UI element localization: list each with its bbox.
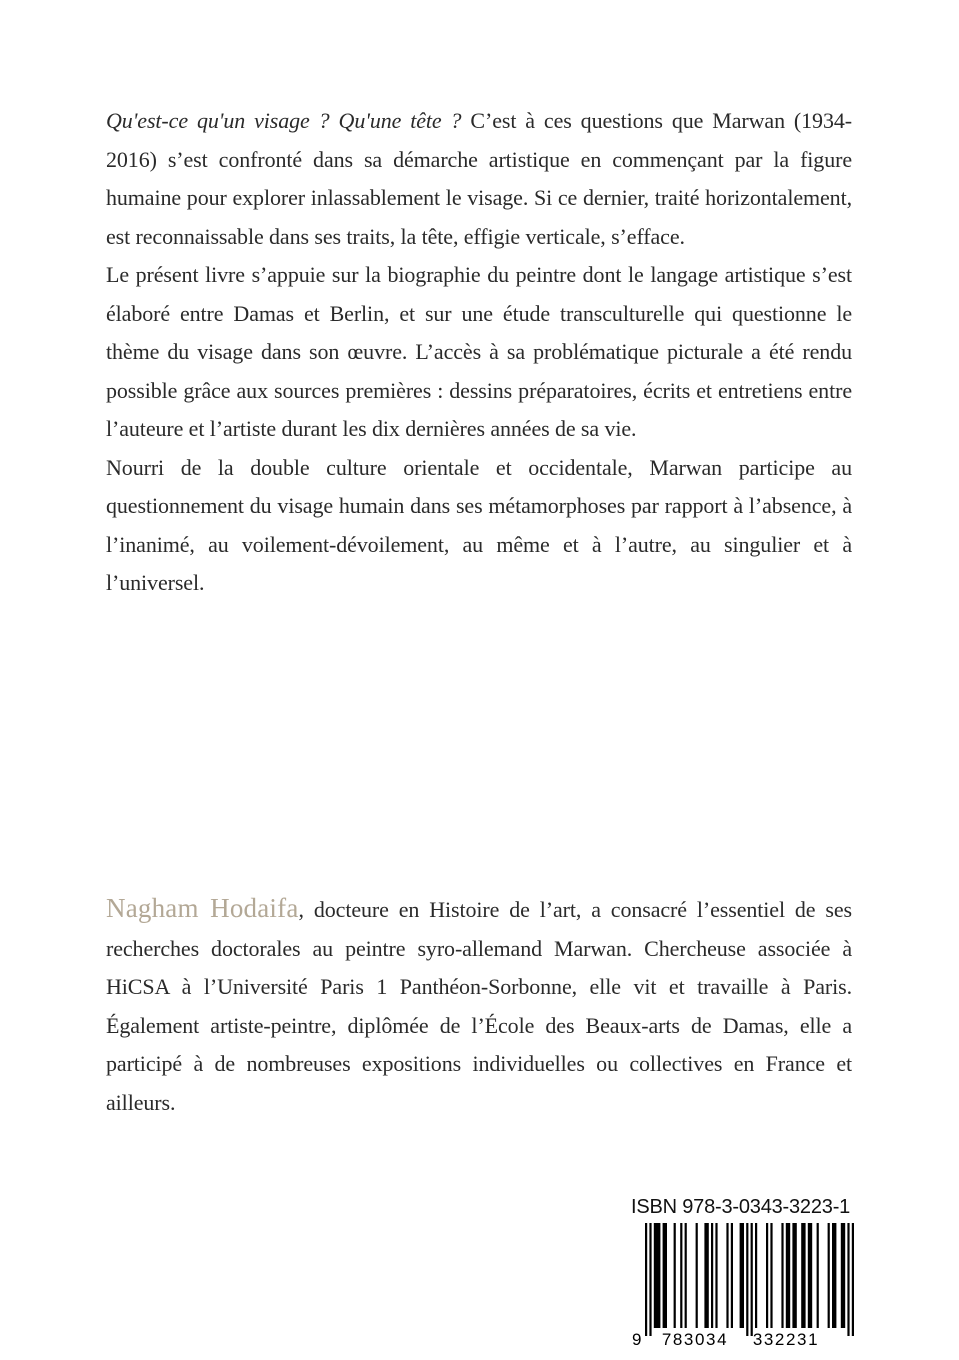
author-bio-paragraph [106, 889, 852, 1122]
barcode-bar [832, 1223, 836, 1328]
isbn-block [631, 1195, 854, 1349]
barcode-bar [711, 1223, 713, 1328]
intro-question: Qu'est-ce qu'un visage ? Qu'une tête ? [106, 108, 462, 133]
barcode-guard-bar [847, 1223, 849, 1336]
barcode-bar [726, 1223, 728, 1328]
barcode-bar [817, 1223, 819, 1328]
barcode-bar [755, 1223, 757, 1328]
book-description [106, 102, 852, 603]
barcode-bar [674, 1223, 676, 1328]
barcode-bar [801, 1223, 805, 1328]
barcode-bars [645, 1223, 854, 1336]
barcode-guard-bar [852, 1223, 854, 1336]
barcode-guard-bar [751, 1223, 753, 1336]
barcode-bar [828, 1223, 830, 1328]
barcode-right-digits: 332231 [752, 1330, 820, 1349]
barcode-bar [704, 1223, 708, 1328]
barcode-bar [766, 1223, 768, 1328]
barcode-bar [770, 1223, 772, 1328]
barcode-bar [715, 1223, 717, 1328]
barcode-bar [786, 1223, 790, 1328]
barcode-bar [680, 1223, 682, 1328]
author-bio [106, 889, 852, 1122]
barcode-bar [654, 1223, 661, 1328]
description-paragraph-1 [106, 102, 852, 256]
barcode-bar [696, 1223, 698, 1328]
barcode-bar [685, 1223, 687, 1328]
barcode-guard-bar [746, 1223, 748, 1336]
description-paragraph-3: Nourri de la double culture orientale et occidentale, Marwan participe au questionnement du visage humain dans ses métamorphoses par rapport à l’absence, à l’inanimé, au voilement-dévoilement, au même et à l’autre, au singulier et à l’universel. [106, 454, 852, 595]
barcode-bar [808, 1223, 812, 1328]
barcode-guard-bar [649, 1223, 651, 1336]
barcode-bar [740, 1223, 744, 1328]
author-name: Nagham Hodaifa [106, 893, 299, 923]
barcode-bar [841, 1223, 845, 1328]
barcode-left-digits: 783034 [661, 1330, 729, 1349]
barcode-guard-bar [645, 1223, 647, 1336]
description-paragraph-2: Le présent livre s’appuie sur la biographie du peintre dont le langage artistique s’est élaboré entre Damas et Berlin, et sur une étude transculturelle qui questionne le thème du visage dans son œuvre. L’accès à sa problématique picturale a été rendu possible grâce aux sources premières : dessins préparatoires, écrits et entretiens entre l’auteure et l’artiste durant les dix dernières années de sa vie. [106, 262, 852, 441]
barcode-bar [781, 1223, 783, 1328]
description-paragraph-1-text: C’est à ces questions que Marwan (1934-2016) s’est confronté dans sa démarche artistique en commençant par la figure humaine pour explorer inlassablement le visage. Si ce dernier, traité horizontalement, est reconnaissable dans ses traits, la tête, effigie verticale, s’efface. [106, 108, 852, 249]
barcode-bar [663, 1223, 667, 1328]
barcode-bar [731, 1223, 733, 1328]
barcode-bar [792, 1223, 796, 1328]
author-bio-text: , docteure en Histoire de l’art, a consacré l’essentiel de ses recherches doctorales au peintre syro-allemand Marwan. Chercheuse associée à HiCSA à l’Université Paris 1 Panthéon-Sorbonne, elle vit et travaille à Paris. Également artiste-peintre, diplômée de l’École des Beaux-arts de Damas, elle a participé à de nombreuses expositions individuelles ou collectives en France et ailleurs. [106, 897, 852, 1115]
isbn-label: ISBN 978-3-0343-3223-1 [631, 1196, 851, 1218]
barcode-first-digit: 9 [632, 1330, 642, 1349]
isbn-barcode [631, 1223, 854, 1349]
